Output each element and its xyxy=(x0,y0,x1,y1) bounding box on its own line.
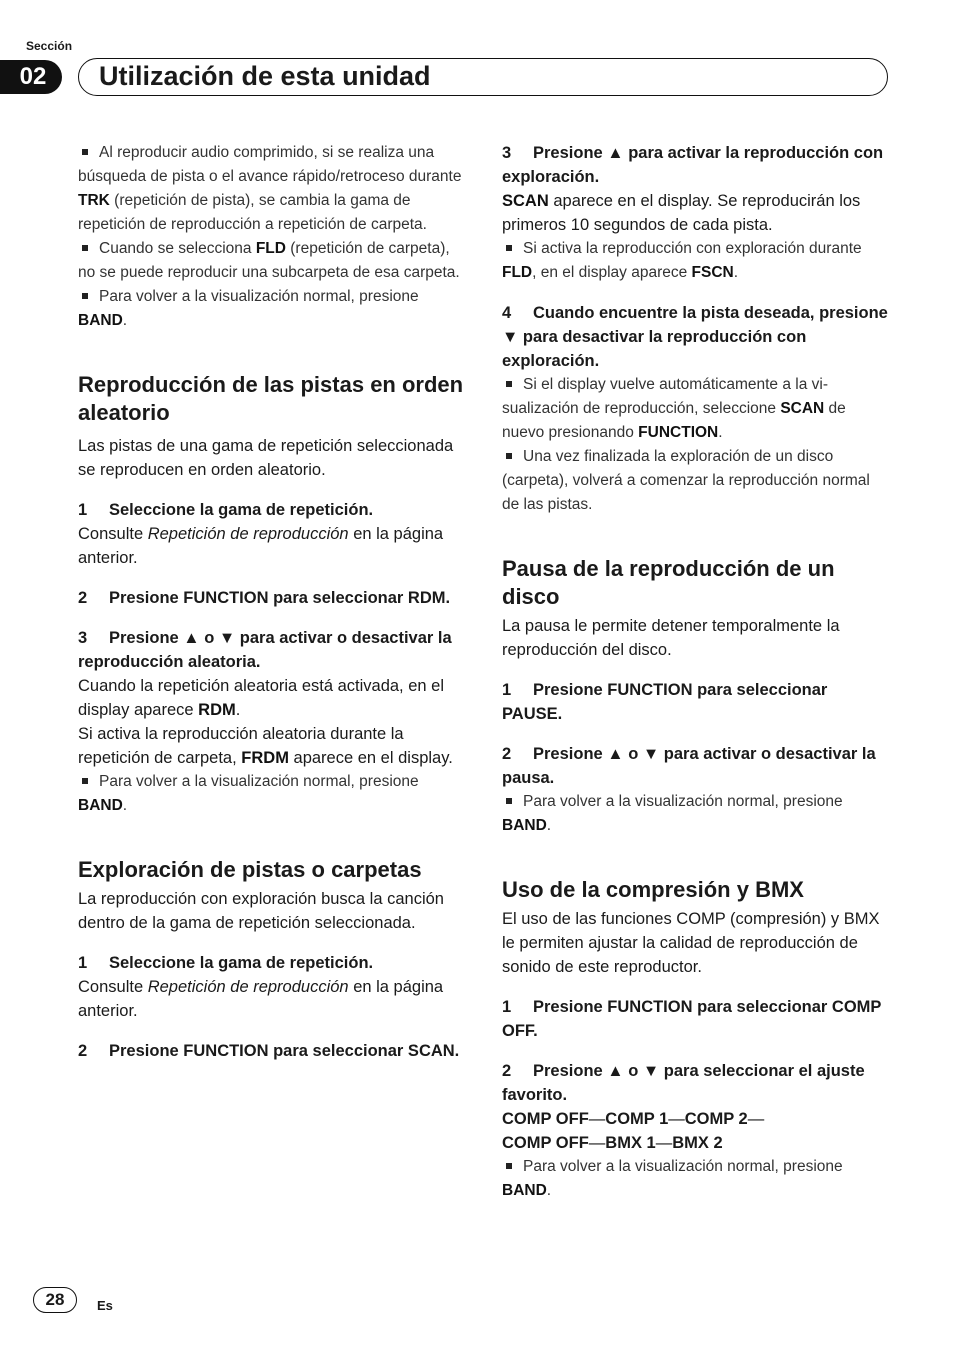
pause-step-1: 1 Presione FUNCTION para seleccionar PAUSE. xyxy=(502,681,828,723)
random-step-3: 3 Presione ▲ o ▼ para activar o desactivar la reproducción aleatoria. xyxy=(78,629,452,671)
random-step-2: 2 Presione FUNCTION para seleccionar RDM. xyxy=(78,589,451,607)
section-label: Sección xyxy=(26,39,73,53)
random-step-1-body: Consulte Repetición de reproducción en la página anterior. xyxy=(78,525,444,567)
heading-random: Reproducción de las pistas en orden aleatorio xyxy=(78,372,464,425)
comp-sequence-2: COMP OFF—BMX 1—BMX 2 xyxy=(502,1134,723,1152)
bullet-icon xyxy=(506,381,512,387)
scan-step-3: 3 Presione ▲ para activar la reproducción con exploración. xyxy=(502,144,884,186)
scan-step-3-note: Si activa la reproducción con exploración durante FLD, en el display aparece FSCN. xyxy=(502,240,862,281)
bullet-icon xyxy=(506,798,512,804)
language-code: Es xyxy=(97,1298,113,1313)
random-step-3-body-1: Cuando la repetición aleatoria está activada, en el display aparece RDM. xyxy=(78,677,444,719)
right-column xyxy=(502,141,890,1203)
bullet-icon xyxy=(82,149,88,155)
scan-step-4-note-2: Una vez finalizada la exploración de un disco (carpeta), volverá a comenzar la reproducción normal de las pistas. xyxy=(502,448,870,513)
comp-step-2: 2 Presione ▲ o ▼ para seleccionar el ajuste favorito. xyxy=(502,1062,865,1104)
note-band: Para volver a la visualización normal, presione BAND. xyxy=(78,288,419,329)
random-step-3-body-2: Si activa la reproducción aleatoria durante la repetición de carpeta, FRDM aparece en el display. xyxy=(78,725,453,767)
scan-step-2: 2 Presione FUNCTION para seleccionar SCAN. xyxy=(78,1042,460,1060)
scan-step-3-body: SCAN aparece en el display. Se reproducirán los primeros 10 segundos de cada pista. xyxy=(502,192,861,234)
bullet-icon xyxy=(506,1163,512,1169)
pause-step-2: 2 Presione ▲ o ▼ para activar o desactivar la pausa. xyxy=(502,745,876,787)
comp-intro: El uso de las funciones COMP (compresión) y BMX le permiten ajustar la calidad de reproducción de sonido de este reproductor. xyxy=(502,910,880,976)
bullet-icon xyxy=(506,453,512,459)
heading-scan: Exploración de pistas o carpetas xyxy=(78,857,422,882)
comp-sequence-1: COMP OFF—COMP 1—COMP 2— xyxy=(502,1110,765,1128)
pause-intro: La pausa le permite detener temporalmente la reproducción del disco. xyxy=(502,617,840,659)
section-number-badge: 02 xyxy=(0,60,62,94)
bullet-icon xyxy=(82,778,88,784)
pause-step-2-note: Para volver a la visualización normal, presione BAND. xyxy=(502,793,843,834)
heading-pause: Pausa de la reproducción de un disco xyxy=(502,556,835,609)
note-fld: Cuando se selecciona FLD (repetición de carpeta), no se puede reproducir una subcarpeta de esa carpeta. xyxy=(78,240,460,281)
scan-intro: La reproducción con exploración busca la canción dentro de la gama de repetición seleccionada. xyxy=(78,890,444,932)
scan-step-1: 1 Seleccione la gama de repetición. xyxy=(78,954,374,972)
page-number: 28 xyxy=(33,1287,77,1313)
comp-step-1: 1 Presione FUNCTION para seleccionar COMP OFF. xyxy=(502,998,882,1040)
random-step-1: 1 Seleccione la gama de repetición. xyxy=(78,501,374,519)
bullet-icon xyxy=(82,245,88,251)
comp-note: Para volver a la visualización normal, presione BAND. xyxy=(502,1158,843,1199)
bullet-icon xyxy=(82,293,88,299)
scan-step-4: 4 Cuando encuentre la pista deseada, presione ▼ para desactivar la reproducción con exploración. xyxy=(502,304,888,370)
random-intro: Las pistas de una gama de repetición seleccionada se reproducen en orden aleatorio. xyxy=(78,437,454,479)
left-column xyxy=(78,141,466,1063)
random-step-3-note: Para volver a la visualización normal, presione BAND. xyxy=(78,773,419,814)
scan-step-4-note-1: Si el display vuelve automáticamente a la visualización de reproducción, seleccione SCAN de nuevo presionando FUNCTION. xyxy=(502,376,846,441)
note-trk: Al reproducir audio comprimido, si se realiza una búsqueda de pista o el avance rápido/retroceso durante TRK (repetición de pista), se cambia la gama de repetición de reproducción a repetición de carpeta. xyxy=(78,144,462,233)
heading-comp: Uso de la compresión y BMX xyxy=(502,877,804,902)
page-title: Utilización de esta unidad xyxy=(78,58,888,96)
bullet-icon xyxy=(506,245,512,251)
scan-step-1-body: Consulte Repetición de reproducción en la página anterior. xyxy=(78,978,444,1020)
